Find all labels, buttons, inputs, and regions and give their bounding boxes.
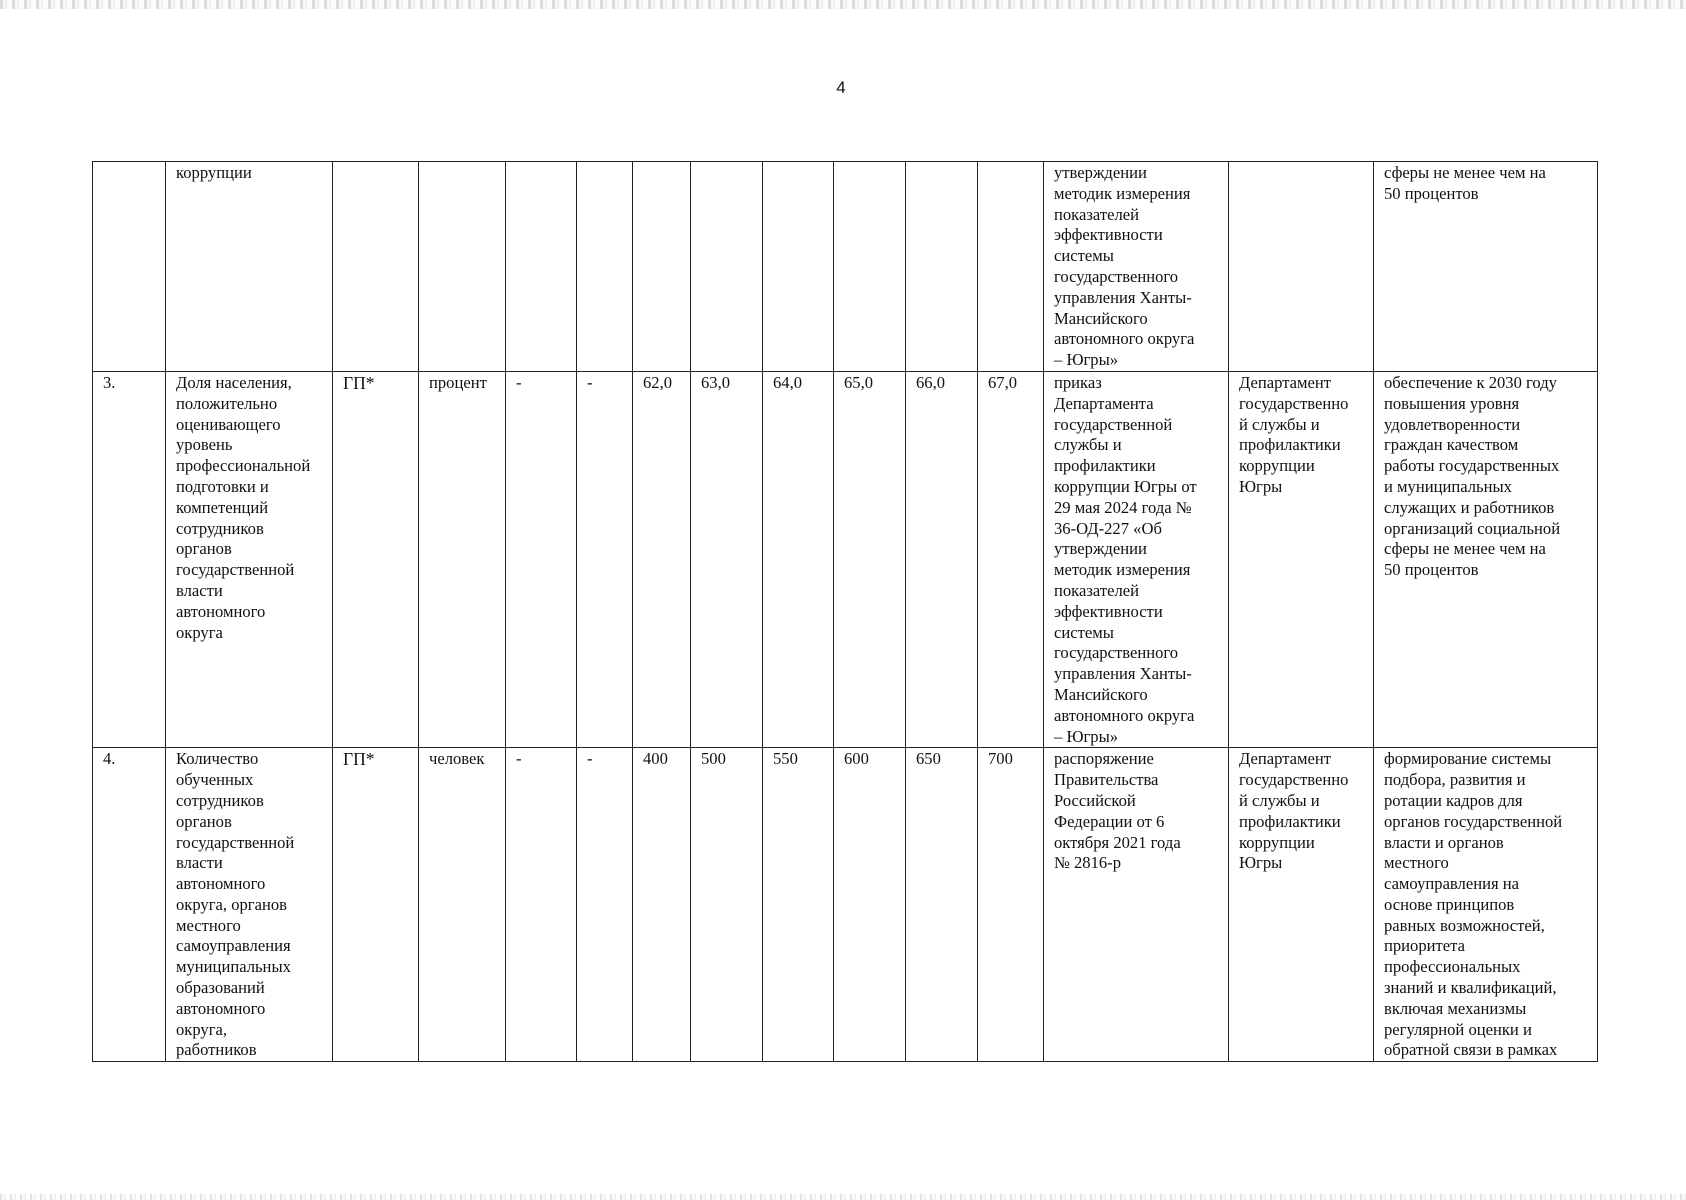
indicator-level-cell: ГП* xyxy=(333,748,419,1062)
year-value-cell xyxy=(691,162,763,372)
year-value-cell: 67,0 xyxy=(978,371,1044,747)
year-value-cell: 64,0 xyxy=(763,371,834,747)
table-row xyxy=(93,162,1598,372)
year-value-cell: 62,0 xyxy=(633,371,691,747)
year-value-cell xyxy=(906,162,978,372)
year-value-cell xyxy=(834,162,906,372)
responsible-cell: Департамент государственно й службы и профилактики коррупции Югры xyxy=(1229,371,1374,747)
base-year-cell: - xyxy=(577,748,633,1062)
base-value-cell: - xyxy=(506,748,577,1062)
connection-cell: формирование системы подбора, развития и ротации кадров для органов государственной власти и органов местного самоуправления на основе принципов равных возможностей, приоритета профессиональных знаний и квалификаций, включая механизмы регулярной оценки и обратной связи в рамках xyxy=(1374,748,1598,1062)
scan-edge-bottom xyxy=(0,1194,1686,1200)
year-value-cell xyxy=(978,162,1044,372)
year-value-cell xyxy=(633,162,691,372)
scan-edge-top xyxy=(0,0,1686,9)
unit-cell xyxy=(419,162,506,372)
row-number-cell xyxy=(93,162,166,372)
year-value-cell: 550 xyxy=(763,748,834,1062)
year-value-cell: 650 xyxy=(906,748,978,1062)
table-row xyxy=(93,748,1598,1062)
indicator-name-cell: коррупции xyxy=(166,162,333,372)
year-value-cell: 65,0 xyxy=(834,371,906,747)
base-year-cell: - xyxy=(577,371,633,747)
year-value-cell: 600 xyxy=(834,748,906,1062)
indicator-level-cell xyxy=(333,162,419,372)
connection-cell: обеспечение к 2030 году повышения уровня удовлетворенности граждан качеством работы государственных и муниципальных служащих и работников организаций социальной сферы не менее чем на 50 процентов xyxy=(1374,371,1598,747)
table-row xyxy=(93,371,1598,747)
year-value-cell xyxy=(763,162,834,372)
base-value-cell xyxy=(506,162,577,372)
base-year-cell xyxy=(577,162,633,372)
year-value-cell: 500 xyxy=(691,748,763,1062)
year-value-cell: 66,0 xyxy=(906,371,978,747)
indicators-table xyxy=(92,161,1598,1062)
page-number: 4 xyxy=(836,78,846,97)
document-cell: приказ Департамента государственной службы и профилактики коррупции Югры от 29 мая 2024 года № 36-ОД-227 «Об утверждении методик измерения показателей эффективности системы государственного управления Ханты- Мансийского автономного округа – Югры» xyxy=(1044,371,1229,747)
connection-cell: сферы не менее чем на 50 процентов xyxy=(1374,162,1598,372)
year-value-cell: 63,0 xyxy=(691,371,763,747)
row-number-cell: 4. xyxy=(93,748,166,1062)
responsible-cell xyxy=(1229,162,1374,372)
unit-cell: человек xyxy=(419,748,506,1062)
base-value-cell: - xyxy=(506,371,577,747)
indicator-name-cell: Количество обученных сотрудников органов государственной власти автономного округа, органов местного самоуправления муниципальных образований автономного округа, работников xyxy=(166,748,333,1062)
document-cell: распоряжение Правительства Российской Федерации от 6 октября 2021 года № 2816-р xyxy=(1044,748,1229,1062)
responsible-cell: Департамент государственно й службы и профилактики коррупции Югры xyxy=(1229,748,1374,1062)
year-value-cell: 400 xyxy=(633,748,691,1062)
row-number-cell: 3. xyxy=(93,371,166,747)
unit-cell: процент xyxy=(419,371,506,747)
indicator-level-cell: ГП* xyxy=(333,371,419,747)
year-value-cell: 700 xyxy=(978,748,1044,1062)
indicator-name-cell: Доля населения, положительно оценивающего уровень профессиональной подготовки и компетенций сотрудников органов государственной власти автономного округа xyxy=(166,371,333,747)
document-cell: утверждении методик измерения показателей эффективности системы государственного управления Ханты- Мансийского автономного округа – Югры» xyxy=(1044,162,1229,372)
